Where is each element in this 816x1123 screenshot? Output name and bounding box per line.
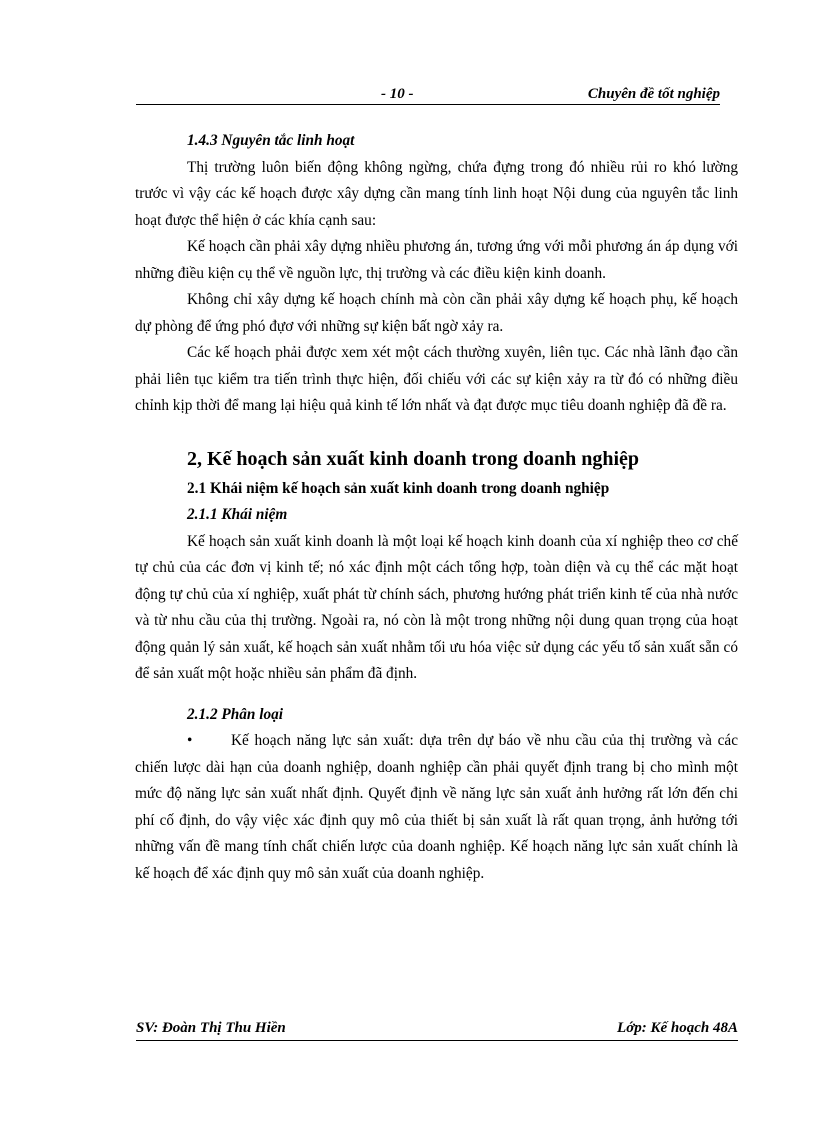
heading-2: 2, Kế hoạch sản xuất kinh doanh trong doanh nghiệp: [187, 447, 640, 470]
paragraph-2: Kế hoạch cần phải xây dựng nhiều phương án, tương ứng với mỗi phương án áp dụng với những điều kiện cụ thể về nguồn lực, thị trường và các điều kiện kinh doanh.: [135, 238, 738, 282]
heading-1-4-3: 1.4.3 Nguyên tắc linh hoạt: [187, 132, 355, 149]
footer-class: Lớp: Kế hoạch 48A: [617, 1020, 738, 1036]
document-title: Chuyên đề tốt nghiệp: [587, 86, 720, 102]
paragraph-4: Các kế hoạch phải được xem xét một cách thường xuyên, liên tục. Các nhà lãnh đạo cần phải liên tục kiểm tra tiến trình thực hiện, đối chiếu với các sự kiện xảy ra từ đó có những điều chỉnh kịp thời để mang lại hiệu quả kinh tế lớn nhất và đạt được mục tiêu doanh nghiệp đã đề ra.: [135, 344, 738, 414]
paragraph-6: Kế hoạch năng lực sản xuất: dựa trên dự báo về nhu cầu của thị trường và các chiến lược dài hạn của doanh nghiệp, doanh nghiệp cần phải quyết định trang bị cho mình một mức độ năng lực sản xuất nhất định. Quyết định về năng lực sản xuất ảnh hưởng rất lớn đến chi phí cố định, do vậy việc xác định quy mô của thiết bị sản xuất là rất quan trọng, ảnh hưởng tới những vấn đề mang tính chất chiến lược của doanh nghiệp. Kế hoạch năng lực sản xuất chính là kế hoạch để xác định quy mô sản xuất của doanh nghiệp.: [135, 732, 738, 882]
bullet-paragraph: [135, 728, 738, 887]
page-footer: [136, 1020, 738, 1041]
bullet-icon: •: [187, 732, 193, 749]
page-number: - 10 -: [381, 86, 414, 102]
heading-2-1-2: 2.1.2 Phân loại: [187, 705, 284, 723]
paragraph-5: Kế hoạch sản xuất kinh doanh là một loại kế hoạch kinh doanh của xí nghiệp theo cơ chế tự chủ của các đơn vị kinh tế; nó xác định một cách tổng hợp, toàn diện và cụ thể các mặt hoạt động tự chủ của xí nghiệp, xuất phát từ chính sách, phương hướng phát triển kinh tế của nhà nước và từ nhu cầu của thị trường. Ngoài ra, nó còn là một trong những nội dung quan trọng của hoạt động quản lý sản xuất, kế hoạch sản xuất nhằm tối ưu hóa việc sử dụng các yếu tố sản xuất sẵn có để sản xuất một hoặc nhiều sản phẩm đã định.: [135, 532, 738, 682]
paragraph-1: Thị trường luôn biến động không ngừng, chứa đựng trong đó nhiều rủi ro khó lường trước vì vậy các kế hoạch được xây dựng cần mang tính linh hoạt Nội dung của nguyên tắc linh hoạt được thể hiện ở các khía cạnh sau:: [135, 158, 738, 229]
page-header: [136, 84, 720, 105]
heading-2-1: 2.1 Khái niệm kế hoạch sản xuất kinh doanh trong doanh nghiệp: [187, 479, 610, 497]
heading-2-1-1: 2.1.1 Khái niệm: [187, 506, 288, 523]
footer-student: SV: Đoàn Thị Thu Hiền: [136, 1020, 286, 1036]
page-body: [135, 128, 738, 887]
paragraph-3: Không chỉ xây dựng kế hoạch chính mà còn cần phải xây dựng kế hoạch phụ, kế hoạch dự phòng để ứng phó đựơ với những sự kiện bất ngờ xảy ra.: [135, 291, 738, 335]
